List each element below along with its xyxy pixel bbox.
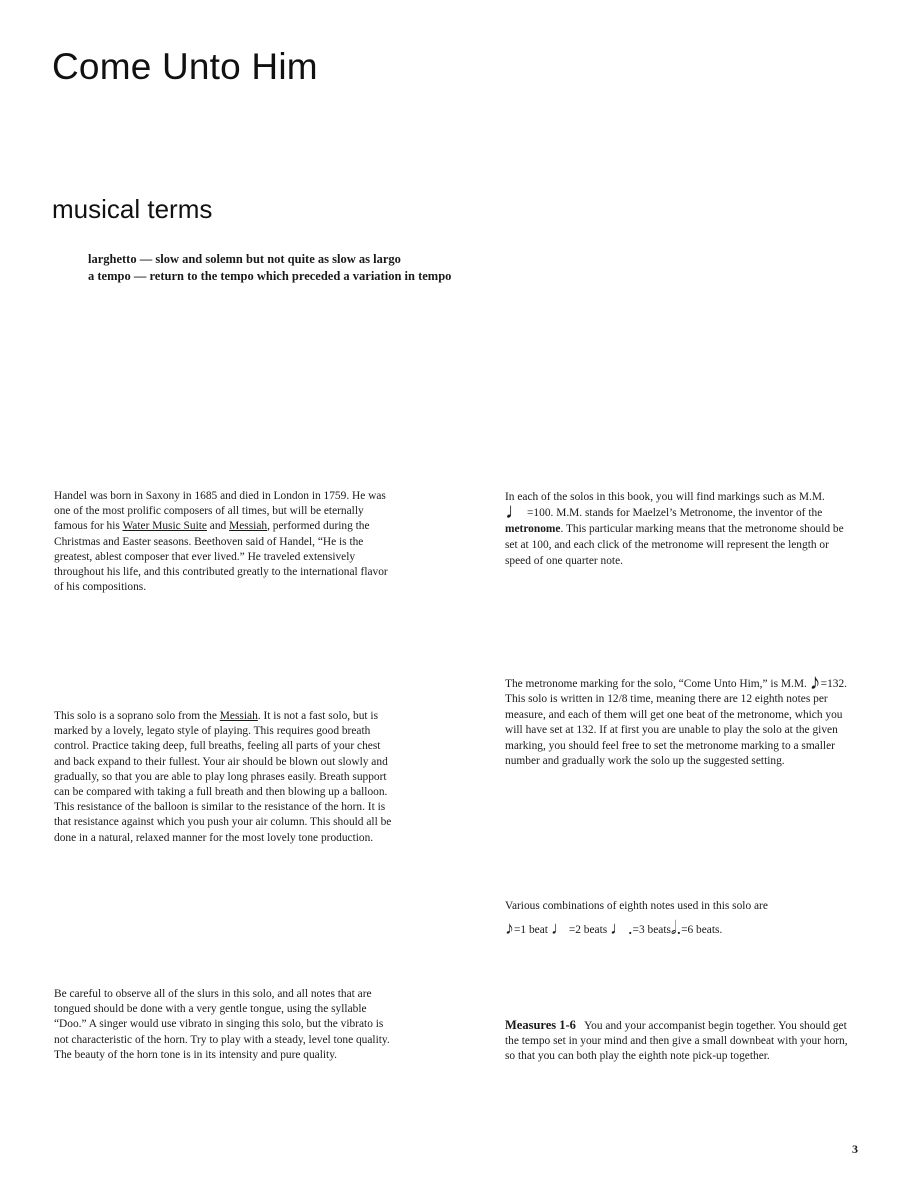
text: You and your accompanist begin together. You should get the tempo set in your mind and then give a small downbeat with your horn, so that you can both play the eighth note pick-up together. (505, 1020, 848, 1063)
text: , performed during the Christmas and Easter seasons. Beethoven said of Handel, “He is the greatest, ablest composer that ever lived.” He traveled extensively throughout his life, and this contributed greatly to the international flavor of his compositions. (54, 520, 388, 594)
term-separator: — (130, 269, 150, 283)
paragraph-solo-marking (505, 669, 851, 769)
page-number: 3 (852, 1142, 858, 1156)
eighth-note-icon: ♪ (809, 669, 821, 694)
section-title-musical-terms: musical terms (52, 194, 213, 224)
terms-list (88, 251, 451, 285)
text: =100. M.M. stands for Maelzel’s Metronome, the inventor of the (527, 507, 823, 519)
work-title-messiah: Messiah (219, 710, 258, 722)
text: The metronome marking for the solo, “Come Unto Him,” is M.M. (505, 678, 810, 690)
text: and (206, 520, 230, 533)
paragraph-note-combinations (505, 894, 851, 942)
eighth-note-icon: ♪ (505, 918, 514, 938)
text: . It is not a fast solo, but is marked by a lovely, legato style of playing. This requires good breath control. Practice taking deep, full breaths, feeling all parts of your chest and back expand to their fullest. Your air should be blown out slowly and gradually, so that you are able to play long phrases easily. Breath support can be compared with taking a full breath and then blowing up a balloon. This resistance of the balloon is similar to the resistance of the horn. It is that resistance against which you push your air column. This should all be done in a natural, relaxed manner for the most lovely tone production. (54, 710, 392, 844)
paragraph-solo-description (54, 709, 394, 846)
equals-six-beats: =6 beats. (681, 924, 723, 936)
combinations-intro: Various combinations of eighth notes used in this solo are (505, 900, 768, 912)
text: Be careful to observe all of the slurs in this solo, and all notes that are tongued should be done with a very gentle tongue, using the syllable “Doo.” A singer would use vibrato in singing this solo, but the vibrato is not characteristic of the horn. Try to play with a steady, level tone quality. The beauty of the horn tone is in its intensity and pure quality. (54, 988, 390, 1061)
dotted-half-note-icon: 𝅗𝅥. (670, 918, 682, 938)
term-separator: — (136, 252, 156, 266)
text: . This particular marking means that the metronome should be set at 100, and each click of the metronome will represent the length or speed of one quarter note. (505, 523, 844, 567)
term-name: larghetto (88, 252, 137, 266)
term-definition: slow and solemn but not quite as slow as largo (155, 252, 401, 266)
equals-two-beats: =2 beats (568, 924, 608, 936)
equals-three-beats: =3 beats (632, 924, 671, 936)
work-title-messiah: Messiah (229, 520, 268, 533)
quarter-note-icon: ♩ (505, 498, 527, 523)
term-name: a tempo (88, 269, 131, 283)
dotted-quarter-note-icon: ♩. (610, 918, 633, 938)
term-a-tempo (88, 268, 451, 285)
paragraph-handel-bio (54, 489, 394, 595)
text: Handel was born in Saxony in 1685 and died in London in 1759. He was one of the most prolific composers of all times, but will be eternally famous for his (54, 490, 386, 533)
work-title-water-music: Water Music Suite (122, 520, 207, 533)
paragraph-slurs (54, 987, 394, 1063)
page-title: Come Unto Him (52, 46, 318, 87)
term-larghetto (88, 251, 451, 268)
combinations-row (505, 918, 851, 942)
bold-term-metronome: metronome (505, 523, 561, 535)
paragraph-metronome-markings (505, 489, 851, 569)
quarter-note-icon: ♩ (550, 918, 569, 938)
equals-one-beat: =1 beat (514, 924, 548, 936)
text: =132. This solo is written in 12/8 time, meaning there are 12 eighth notes per measure, and each of them will get one beat of the metronome, which you will have set at 132. If at first you are unable to play the solo at the given marking, you should feel free to set the metronome marking to a smaller number and gradually work the solo up the suggested setting. (505, 678, 848, 768)
term-definition: return to the tempo which preceded a variation in tempo (149, 269, 452, 283)
text: In each of the solos in this book, you will find markings such as M.M. (505, 491, 825, 503)
text: This solo is a soprano solo from the (54, 710, 220, 722)
paragraph-measures-1-6 (505, 1018, 851, 1065)
measures-label: Measures 1-6 (505, 1018, 576, 1032)
